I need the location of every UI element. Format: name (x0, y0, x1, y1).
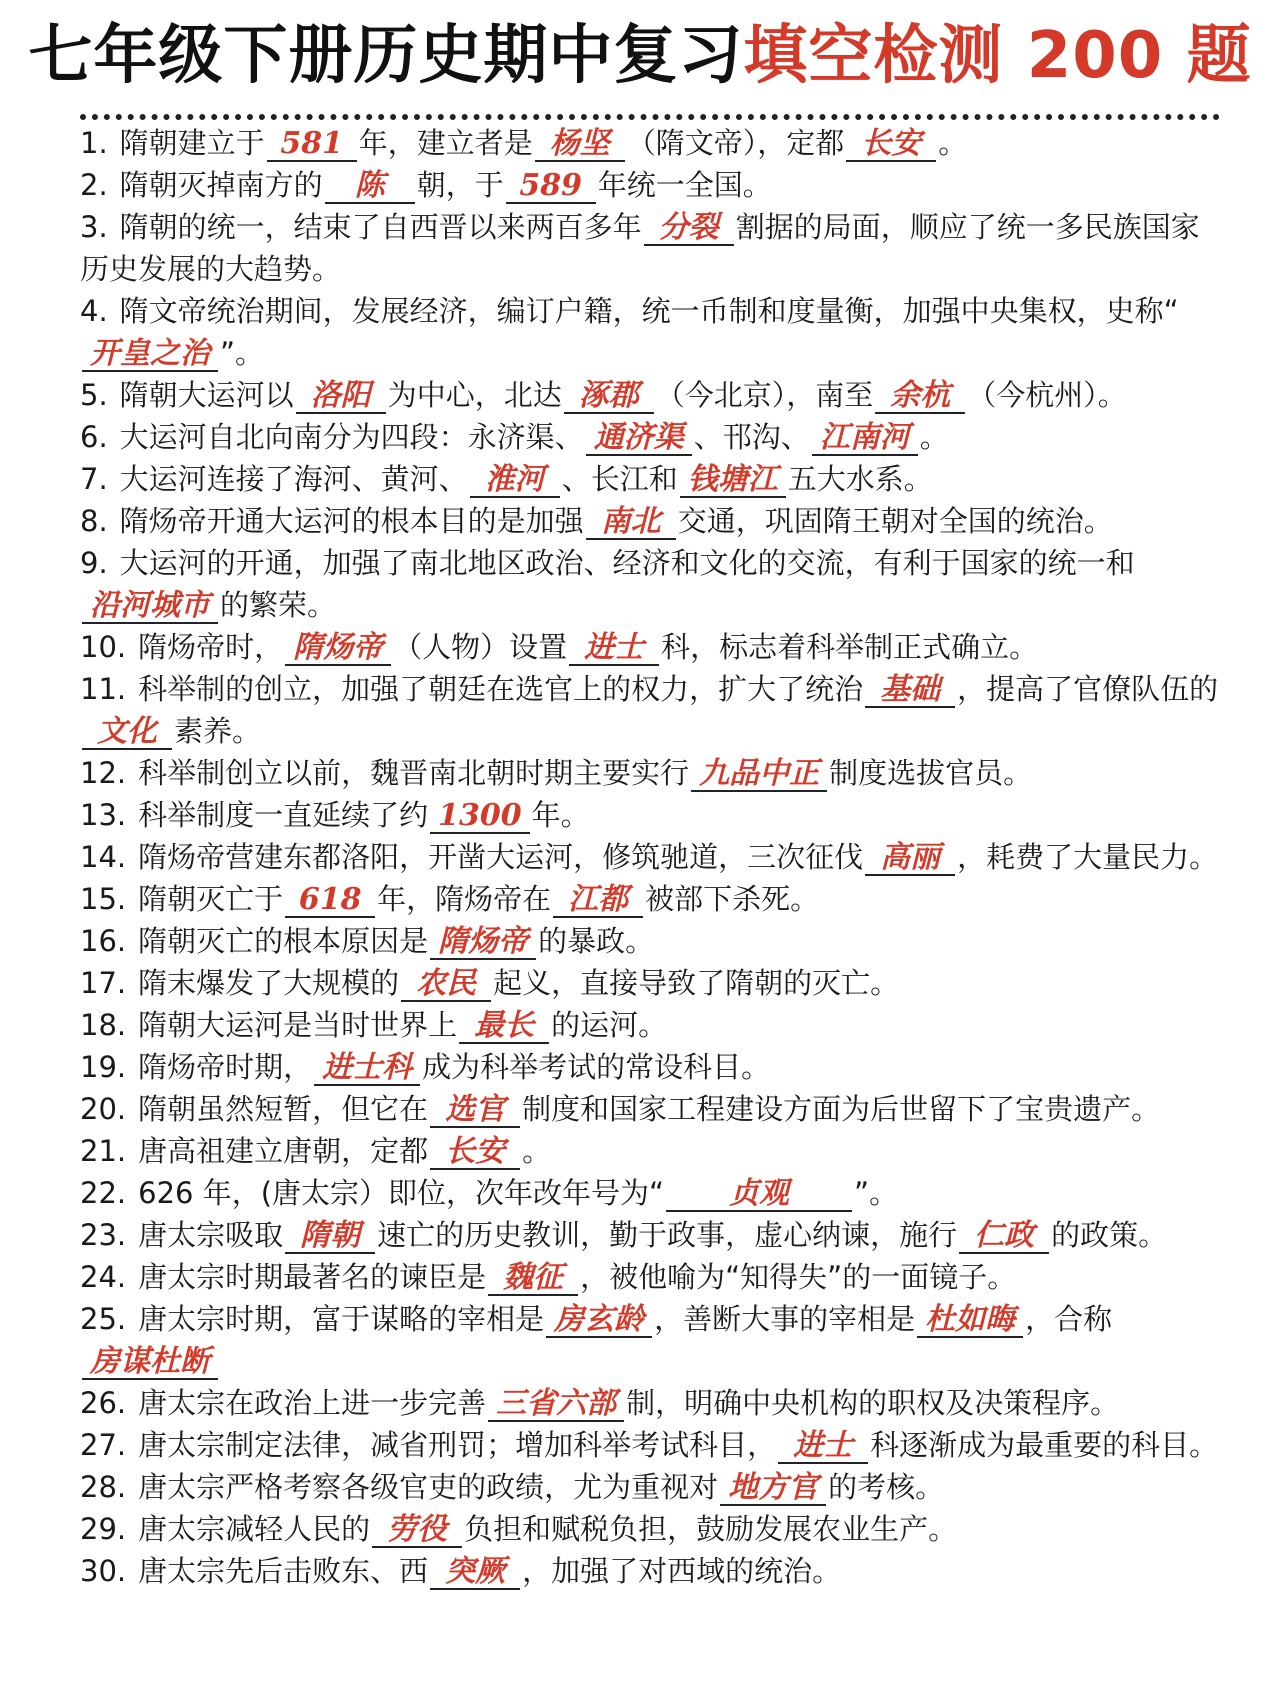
handwritten-answer: 房玄龄 (554, 1302, 645, 1337)
handwritten-answer: 选官 (445, 1092, 506, 1127)
handwritten-answer: 文化 (97, 714, 157, 749)
question-text: 唐太宗减轻人民的 (138, 1512, 371, 1546)
question-text: 隋文帝统治期间，发展经济，编订户籍，统一币制和度量衡，加强中央集权，史称“ (119, 294, 1179, 328)
answer-blank (535, 127, 625, 162)
page-title (0, 18, 1280, 95)
question-item (80, 1550, 1220, 1592)
handwritten-answer: 劳役 (387, 1512, 448, 1547)
answer-blank (720, 1471, 826, 1506)
question-text: 唐太宗先后击败东、西 (138, 1554, 429, 1588)
dotted-divider (80, 114, 1220, 120)
handwritten-answer: 农民 (416, 966, 477, 1001)
question-item (80, 122, 1220, 164)
question-text: 。 (522, 1134, 552, 1168)
question-text: 的运河。 (551, 1008, 668, 1042)
question-text: 唐太宗制定法律，减省刑罚；增加科举考试科目， (138, 1428, 777, 1462)
handwritten-answer: 房谋杜断 (90, 1344, 210, 1379)
answer-blank (812, 421, 918, 456)
question-number: 14. (80, 840, 127, 874)
question-text: 负担和赋税负担，鼓励发展农业生产。 (464, 1512, 958, 1546)
question-text: 、邗沟、 (693, 420, 810, 454)
question-number: 3. (80, 210, 108, 244)
question-item (80, 1130, 1220, 1172)
answer-blank (846, 127, 936, 162)
answer-blank (296, 379, 386, 414)
handwritten-answer: 淮河 (484, 462, 545, 497)
answer-blank (82, 1345, 218, 1380)
question-number: 11. (80, 672, 127, 706)
question-text: 年。 (531, 798, 590, 832)
question-item (80, 668, 1220, 752)
question-item (80, 920, 1220, 962)
title-main: 七年级下册历史期中复习 (28, 19, 744, 93)
handwritten-answer: 隋朝 (300, 1218, 361, 1253)
question-text: 唐太宗时期，富于谋略的宰相是 (138, 1302, 545, 1336)
handwritten-answer: 江都 (568, 882, 629, 917)
answer-blank (564, 379, 654, 414)
question-number: 15. (80, 882, 127, 916)
question-text: 隋炀帝时， (138, 630, 284, 664)
answer-blank (372, 1513, 462, 1548)
answer-blank (569, 631, 659, 666)
answer-blank (82, 337, 218, 372)
answer-blank (488, 1261, 578, 1296)
handwritten-answer: 贞观 (729, 1176, 790, 1211)
question-text: 隋炀帝营建东都洛阳，开凿大运河，修筑驰道，三次征伐 (138, 840, 864, 874)
question-text: 唐高祖建立唐朝，定都 (138, 1134, 429, 1168)
question-text: 隋末爆发了大规模的 (138, 966, 400, 1000)
handwritten-answer: 余杭 (890, 378, 951, 413)
question-item (80, 962, 1220, 1004)
question-number: 16. (80, 924, 127, 958)
answer-blank (586, 505, 676, 540)
question-item (80, 626, 1220, 668)
answer-blank (644, 211, 734, 246)
question-item (80, 752, 1220, 794)
question-text: 为中心，北达 (387, 378, 562, 412)
answer-blank (506, 169, 596, 204)
question-item (80, 1382, 1220, 1424)
handwritten-answer: 突厥 (445, 1554, 506, 1589)
handwritten-answer: 进士 (584, 630, 645, 665)
question-number: 25. (80, 1302, 127, 1336)
question-text: 科逐渐成为最重要的科目。 (870, 1428, 1219, 1462)
handwritten-answer: 589 (519, 168, 583, 203)
question-number: 23. (80, 1218, 127, 1252)
question-number: 26. (80, 1386, 127, 1420)
question-number: 17. (80, 966, 127, 1000)
handwritten-answer: 基础 (880, 672, 941, 707)
question-text: 隋朝的统一，结束了自西晋以来两百多年 (119, 210, 642, 244)
question-number: 12. (80, 756, 127, 790)
question-text: 的繁荣。 (220, 588, 337, 622)
answer-blank (430, 925, 536, 960)
question-text: ”。 (854, 1176, 899, 1210)
question-text: 隋炀帝时期， (138, 1050, 313, 1084)
question-text: 的政策。 (1051, 1218, 1168, 1252)
handwritten-answer: 钱塘江 (687, 462, 778, 497)
question-text: （人物）设置 (393, 630, 568, 664)
question-text: 科，标志着科举制正式确立。 (661, 630, 1039, 664)
question-text: 起义，直接导致了隋朝的灭亡。 (493, 966, 900, 1000)
handwritten-answer: 618 (298, 882, 362, 917)
question-text: 唐太宗时期最著名的谏臣是 (138, 1260, 487, 1294)
question-text: （隋文帝），定都 (626, 126, 845, 160)
question-text: 唐太宗严格考察各级官吏的政绩，尤为重视对 (138, 1470, 719, 1504)
answer-blank (959, 1219, 1049, 1254)
question-text: ”。 (220, 336, 265, 370)
question-number: 2. (80, 168, 108, 202)
question-item (80, 1424, 1220, 1466)
handwritten-answer: 杜如晦 (925, 1302, 1016, 1337)
handwritten-answer: 地方官 (728, 1470, 819, 1505)
answer-blank (430, 1093, 520, 1128)
question-item (80, 1214, 1220, 1256)
question-item (80, 1046, 1220, 1088)
question-text: 。 (938, 126, 968, 160)
answer-blank (778, 1429, 868, 1464)
question-number: 6. (80, 420, 108, 454)
question-text: 隋朝建立于 (119, 126, 265, 160)
question-number: 4. (80, 294, 108, 328)
question-text: 割据的局面，顺应了统一多民族国家历史发展的大趋势。 (80, 210, 1200, 286)
question-number: 30. (80, 1554, 127, 1588)
answer-blank (459, 1009, 549, 1044)
answer-blank (285, 883, 375, 918)
answer-blank (285, 631, 391, 666)
question-item (80, 290, 1220, 374)
handwritten-answer: 洛阳 (310, 378, 371, 413)
question-text: 隋朝虽然短暂，但它在 (138, 1092, 429, 1126)
answer-blank (82, 589, 218, 624)
question-text: ，合称 (1025, 1302, 1113, 1336)
question-text: （今北京），南至 (655, 378, 874, 412)
answer-blank (865, 673, 955, 708)
question-text: 制，明确中央机构的职权及决策程序。 (626, 1386, 1120, 1420)
question-text: 隋朝大运河以 (119, 378, 294, 412)
question-number: 5. (80, 378, 108, 412)
handwritten-answer: 魏征 (503, 1260, 564, 1295)
question-number: 22. (80, 1176, 127, 1210)
question-item (80, 836, 1220, 878)
answer-blank (82, 715, 172, 750)
question-text: 隋炀帝开通大运河的根本目的是加强 (119, 504, 584, 538)
handwritten-answer: 最长 (474, 1008, 535, 1043)
answer-blank (470, 463, 560, 498)
question-text: 五大水系。 (787, 462, 933, 496)
question-number: 19. (80, 1050, 127, 1084)
question-number: 24. (80, 1260, 127, 1294)
handwritten-answer: 仁政 (974, 1218, 1035, 1253)
question-number: 29. (80, 1512, 127, 1546)
question-number: 28. (80, 1470, 127, 1504)
question-text: 朝，于 (416, 168, 504, 202)
question-number: 13. (80, 798, 127, 832)
question-item (80, 1466, 1220, 1508)
question-text: 科举制创立以前，魏晋南北朝时期主要实行 (138, 756, 690, 790)
question-item (80, 878, 1220, 920)
answer-blank (666, 1177, 852, 1212)
handwritten-answer: 沿河城市 (90, 588, 210, 623)
answer-blank (865, 841, 955, 876)
question-text: 科举制度一直延续了约 (138, 798, 429, 832)
answer-blank (401, 967, 491, 1002)
question-item (80, 1172, 1220, 1214)
question-item (80, 1508, 1220, 1550)
answer-blank (430, 1555, 520, 1590)
question-text: 制度和国家工程建设方面为后世留下了宝贵遗产。 (522, 1092, 1161, 1126)
question-item (80, 542, 1220, 626)
handwritten-answer: 三省六部 (496, 1386, 617, 1421)
question-text: ，善断大事的宰相是 (654, 1302, 916, 1336)
question-item (80, 416, 1220, 458)
question-item (80, 1298, 1220, 1382)
question-text: 大运河连接了海河、黄河、 (119, 462, 468, 496)
question-item (80, 500, 1220, 542)
question-number: 1. (80, 126, 108, 160)
question-item (80, 458, 1220, 500)
question-item (80, 206, 1220, 290)
handwritten-answer: 长安 (445, 1134, 506, 1169)
question-text: 速亡的历史教训，勤于政事，虚心纳谏，施行 (377, 1218, 958, 1252)
question-number: 10. (80, 630, 127, 664)
question-text: 的考核。 (828, 1470, 945, 1504)
title-highlight: 填空检测 200 题 (743, 19, 1252, 93)
handwritten-answer: 陈 (354, 168, 385, 203)
answer-blank (586, 421, 692, 456)
question-text: 交通，巩固隋王朝对全国的统治。 (677, 504, 1113, 538)
answer-blank (691, 757, 827, 792)
question-list (80, 122, 1220, 1592)
question-text: 大运河的开通，加强了南北地区政治、经济和文化的交流，有利于国家的统一和 (119, 546, 1135, 580)
question-item (80, 1004, 1220, 1046)
question-text: ，耗费了大量民力。 (957, 840, 1219, 874)
question-item (80, 374, 1220, 416)
answer-blank (546, 1303, 652, 1338)
handwritten-answer: 开皇之治 (90, 336, 210, 371)
answer-blank (680, 463, 786, 498)
question-text: 的暴政。 (538, 924, 655, 958)
question-text: ，提高了官僚队伍的 (957, 672, 1219, 706)
handwritten-answer: 南北 (600, 504, 661, 539)
question-text: 隋朝灭亡的根本原因是 (138, 924, 429, 958)
question-text: 626 年，(唐太宗）即位，次年改年号为“ (138, 1176, 665, 1210)
handwritten-answer: 长安 (861, 126, 922, 161)
question-text: 年，建立者是 (358, 126, 533, 160)
question-number: 8. (80, 504, 108, 538)
question-number: 18. (80, 1008, 127, 1042)
question-text: 大运河自北向南分为四段：永济渠、 (119, 420, 584, 454)
question-item (80, 164, 1220, 206)
question-number: 7. (80, 462, 108, 496)
question-text: 、长江和 (561, 462, 678, 496)
question-text: ，加强了对西域的统治。 (522, 1554, 842, 1588)
question-text: 年，隋炀帝在 (377, 882, 552, 916)
handwritten-answer: 杨坚 (549, 126, 610, 161)
question-number: 20. (80, 1092, 127, 1126)
question-text: 。 (919, 420, 949, 454)
answer-blank (430, 799, 530, 834)
handwritten-answer: 分裂 (658, 210, 719, 245)
question-text: （今杭州）。 (967, 378, 1127, 412)
question-item (80, 794, 1220, 836)
answer-blank (430, 1135, 520, 1170)
handwritten-answer: 隋炀帝 (438, 924, 529, 959)
question-text: 科举制的创立，加强了朝廷在选官上的权力，扩大了统治 (138, 672, 864, 706)
answer-blank (285, 1219, 375, 1254)
question-text: 唐太宗吸取 (138, 1218, 284, 1252)
handwritten-answer: 江南河 (819, 420, 910, 455)
question-item (80, 1088, 1220, 1130)
handwritten-answer: 九品中正 (699, 756, 820, 791)
handwritten-answer: 隋炀帝 (293, 630, 384, 665)
question-number: 21. (80, 1134, 127, 1168)
handwritten-answer: 581 (280, 126, 343, 161)
answer-blank (267, 127, 357, 162)
handwritten-answer: 进士科 (322, 1050, 413, 1085)
answer-blank (325, 169, 415, 204)
answer-blank (553, 883, 643, 918)
handwritten-answer: 进士 (793, 1428, 854, 1463)
answer-blank (917, 1303, 1023, 1338)
question-text: 素养。 (174, 714, 262, 748)
handwritten-answer: 通济渠 (593, 420, 684, 455)
question-number: 9. (80, 546, 108, 580)
answer-blank (488, 1387, 624, 1422)
question-text: 被部下杀死。 (645, 882, 820, 916)
question-text: ，被他喻为“知得失”的一面镜子。 (580, 1260, 1017, 1294)
question-text: 隋朝灭掉南方的 (119, 168, 323, 202)
handwritten-answer: 涿郡 (578, 378, 639, 413)
question-text: 成为科举考试的常设科目。 (422, 1050, 771, 1084)
question-text: 唐太宗在政治上进一步完善 (138, 1386, 487, 1420)
handwritten-answer: 1300 (438, 798, 522, 833)
question-text: 制度选拔官员。 (829, 756, 1033, 790)
question-text: 隋朝大运河是当时世界上 (138, 1008, 458, 1042)
answer-blank (875, 379, 965, 414)
question-number: 27. (80, 1428, 127, 1462)
handwritten-answer: 高丽 (880, 840, 941, 875)
question-item (80, 1256, 1220, 1298)
question-text: 年统一全国。 (597, 168, 772, 202)
answer-blank (314, 1051, 420, 1086)
question-text: 隋朝灭亡于 (138, 882, 284, 916)
